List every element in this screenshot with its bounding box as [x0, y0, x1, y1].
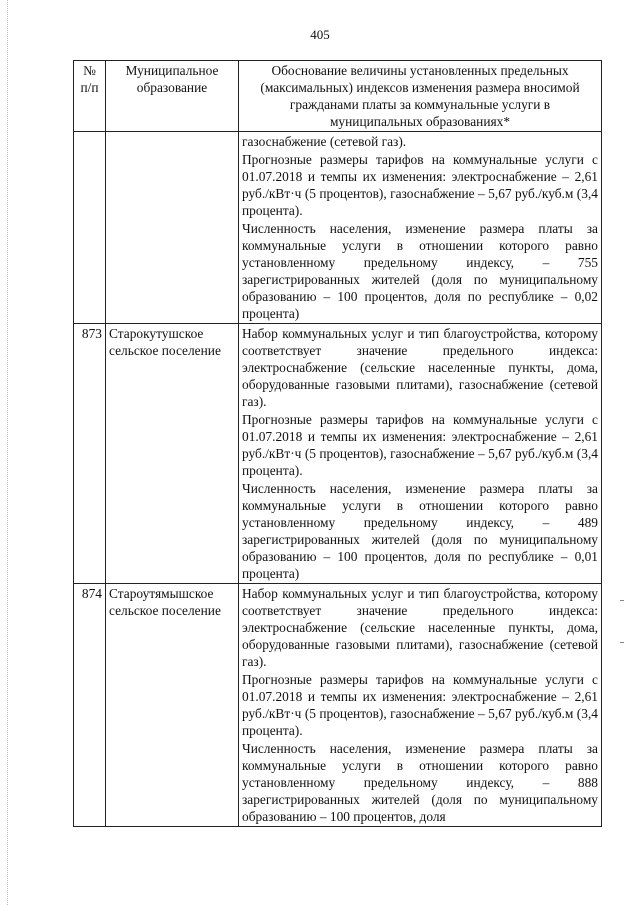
justification-paragraph: Численность населения, изменение размера платы за коммунальные услуги в отношении которого равно установленному предельному индексу, – 489 зарегистрированных жителей (доля по муниципальному образованию – 100 процентов, доля по республике – 0,01 процента) — [242, 481, 598, 581]
table-header-row — [74, 61, 602, 132]
justification-paragraph: Набор коммунальных услуг и тип благоустройства, которому соответствует значение предельного индекса: электроснабжение (сельские населенные пункты, дома, оборудованные газовыми плитами), газоснабжение (сетевой газ). — [242, 586, 598, 669]
margin-mark — [620, 642, 624, 643]
row-number: 873 — [74, 324, 106, 584]
page-number: 405 — [310, 27, 330, 42]
justification-paragraph: Прогнозные размеры тарифов на коммунальные услуги с 01.07.2018 и темпы их изменения: электроснабжение – 2,61 руб./кВт·ч (5 процентов), газоснабжение – 5,67 руб./куб.м (3,4 процента). — [242, 672, 598, 738]
row-municipality: Старокутушское сельское поселение — [106, 324, 239, 584]
justification-paragraph: Прогнозные размеры тарифов на коммунальные услуги с 01.07.2018 и темпы их изменения: электроснабжение – 2,61 руб./кВт·ч (5 процентов), газоснабжение – 5,67 руб./куб.м (3,4 процента). — [242, 412, 598, 478]
row-number: 874 — [74, 584, 106, 827]
header-number: № п/п — [74, 61, 106, 132]
row-justification — [239, 132, 602, 324]
row-number — [74, 132, 106, 324]
justification-paragraph: газоснабжение (сетевой газ). — [242, 134, 407, 149]
margin-mark — [620, 600, 624, 601]
row-justification — [239, 324, 602, 584]
row-municipality: Староутямышское сельское поселение — [106, 584, 239, 827]
header-justification: Обоснование величины установленных предельных (максимальных) индексов изменения размера вносимой гражданами платы за коммунальные услуги в муниципальных образованиях* — [239, 61, 602, 132]
row-justification — [239, 584, 602, 827]
justification-paragraph: Численность населения, изменение размера платы за коммунальные услуги в отношении которого равно установленному предельному индексу, – 755 зарегистрированных жителей (доля по муниципальному образованию – 100 процентов, доля по республике – 0,02 процента) — [242, 221, 598, 321]
tariff-index-table — [73, 60, 602, 827]
left-margin-dotted-line — [7, 0, 8, 905]
justification-paragraph: Прогнозные размеры тарифов на коммунальные услуги с 01.07.2018 и темпы их изменения: электроснабжение – 2,61 руб./кВт·ч (5 процентов), газоснабжение – 5,67 руб./куб.м (3,4 процента). — [242, 152, 598, 218]
justification-paragraph: Набор коммунальных услуг и тип благоустройства, которому соответствует значение предельного индекса: электроснабжение (сельские населенные пункты, дома, оборудованные газовыми плитами), газоснабжение (сетевой газ). — [242, 326, 598, 409]
table-row — [74, 584, 602, 827]
row-municipality — [106, 132, 239, 324]
table-row — [74, 324, 602, 584]
table-row — [74, 132, 602, 324]
header-municipality: Муниципальное образование — [106, 61, 239, 132]
justification-paragraph: Численность населения, изменение размера платы за коммунальные услуги в отношении которого равно установленному предельному индексу, – 888 зарегистрированных жителей (доля по муниципальному образованию – 100 процентов, доля — [242, 741, 598, 824]
